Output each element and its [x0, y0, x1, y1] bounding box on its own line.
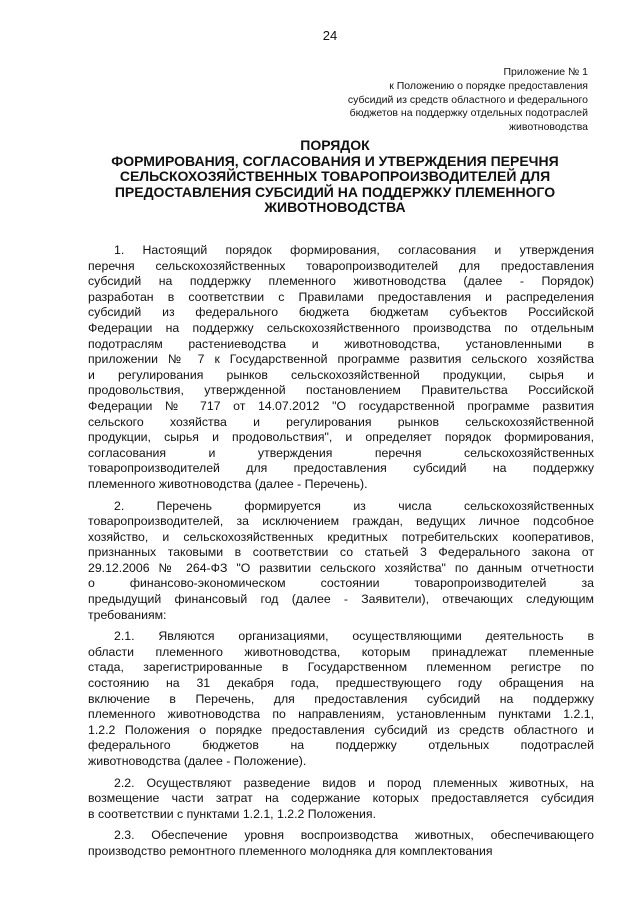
page-number: 24: [322, 28, 338, 43]
text-line: о финансово-экономическом состоянии товаропроизводителей за: [88, 576, 594, 591]
text-line: и регулирования рынков сельскохозяйственной продукции, сырья и: [88, 367, 594, 382]
text-line: 2.3. Обеспечение уровня воспроизводства животных, обеспечивающего: [114, 828, 594, 843]
text-line: включение в Перечень, для предоставления субсидий на поддержку: [88, 691, 594, 706]
appendix-line: Приложение № 1: [503, 66, 588, 78]
text-line: племенного животноводства (далее - Перечень).: [88, 476, 368, 491]
title-line: СЕЛЬСКОХОЗЯЙСТВЕННЫХ ТОВАРОПРОИЗВОДИТЕЛЕЙ ДЛЯ: [119, 168, 551, 185]
paragraph-p2_2: [88, 776, 594, 823]
text-line: приложении № 7 к Государственной программе развития сельского хозяйства: [88, 352, 594, 367]
text-line: субсидий на поддержку племенного животноводства (далее - Порядок): [88, 274, 594, 289]
text-line: предыдущий финансовый год (далее - Заявители), отвечающих следующим: [88, 592, 594, 607]
title-line: ПРЕДОСТАВЛЕНИЯ СУБСИДИЙ НА ПОДДЕРЖКУ ПЛЕМЕННОГО: [114, 183, 556, 200]
text-line: товаропроизводителей для предоставления субсидий на поддержку: [88, 461, 594, 476]
appendix-line: животноводства: [509, 121, 588, 134]
text-line: 2. Перечень формируется из числа сельскохозяйственных: [114, 498, 594, 513]
text-line: 1. Настоящий порядок формирования, согласования и утверждения: [114, 243, 594, 257]
text-line: животноводства (далее - Положение).: [88, 754, 307, 768]
text-line: 2.1. Являются организациями, осуществляющими деятельность в: [114, 629, 594, 644]
paragraph-p2_1: [88, 629, 594, 769]
title-line: ЖИВОТНОВОДСТВА: [264, 199, 406, 216]
text-line: Федерации на поддержку сельскохозяйственного производства по отдельным: [88, 320, 594, 335]
document-body: [88, 243, 594, 860]
text-line: товаропроизводителей, за исключением граждан, ведущих личное подсобное: [88, 514, 594, 529]
text-line: федерального бюджетов на поддержку отдельных подотраслей: [88, 738, 594, 753]
document-title: [100, 138, 570, 216]
text-line: перечня сельскохозяйственных товаропроизводителей для предоставления: [88, 258, 594, 273]
text-line: продукции, сырья и продовольствия", и определяет порядок формирования,: [88, 430, 594, 445]
text-line: сельского хозяйства и регулирования рынков сельскохозяйственной: [88, 414, 594, 429]
paragraph-p2_3: [88, 828, 594, 859]
text-line: в соответствии с пунктами 1.2.1, 1.2.2 Положения.: [88, 806, 376, 821]
title-line: ПОРЯДОК: [300, 137, 370, 153]
appendix-line: бюджетов на поддержку отдельных подотраслей: [349, 107, 588, 120]
text-line: 2.2. Осуществляют разведение видов и пород племенных животных, на: [114, 775, 594, 790]
text-line: производство ремонтного племенного молодняка для комплектования: [88, 843, 493, 858]
appendix-note: [318, 66, 588, 135]
title-line: ФОРМИРОВАНИЯ, СОГЛАСОВАНИЯ И УТВЕРЖДЕНИЯ ПЕРЕЧНЯ: [111, 152, 559, 169]
text-line: хозяйство, и сельскохозяйственных кредитных потребительских кооперативов,: [88, 529, 594, 544]
text-line: возмещение части затрат на содержание которых предоставляется субсидия: [88, 791, 594, 806]
text-line: области племенного животноводства, которым принадлежат племенные: [88, 644, 594, 659]
appendix-line: субсидий из средств областного и федерального: [347, 93, 588, 106]
text-line: состоянию на 31 декабря года, предшествующего году обращения на: [88, 676, 594, 691]
text-line: 29.12.2006 № 264-ФЗ "О развитии сельского хозяйства" по данным отчетности: [88, 560, 594, 575]
text-line: стада, зарегистрированные в Государственном племенном регистре по: [88, 660, 594, 675]
text-line: племенного животноводства по направлениям, установленным пунктами 1.2.1,: [88, 707, 594, 722]
text-line: признанных таковыми в соответствии со статьей 3 Федерального закона от: [88, 545, 594, 560]
text-line: продовольствия, утвержденной постановлением Правительства Российской: [88, 383, 594, 398]
paragraph-p1: [88, 243, 594, 493]
appendix-line: к Положению о порядке предоставления: [389, 79, 588, 92]
text-line: субсидий из федерального бюджета бюджетам субъектов Российской: [88, 305, 594, 320]
text-line: 1.2.2 Положения о порядке предоставления субсидий из средств областного и: [88, 722, 594, 737]
text-line: требованиям:: [88, 607, 167, 622]
paragraph-p2: [88, 499, 594, 624]
text-line: разработан в соответствии с Правилами предоставления и распределения: [88, 289, 594, 304]
text-line: Федерации № 717 от 14.07.2012 "О государственной программе развития: [88, 398, 594, 413]
text-line: подотраслям растениеводства и животноводства, установленными в: [88, 336, 594, 351]
text-line: согласования и утверждения перечня сельскохозяйственных: [88, 445, 594, 460]
